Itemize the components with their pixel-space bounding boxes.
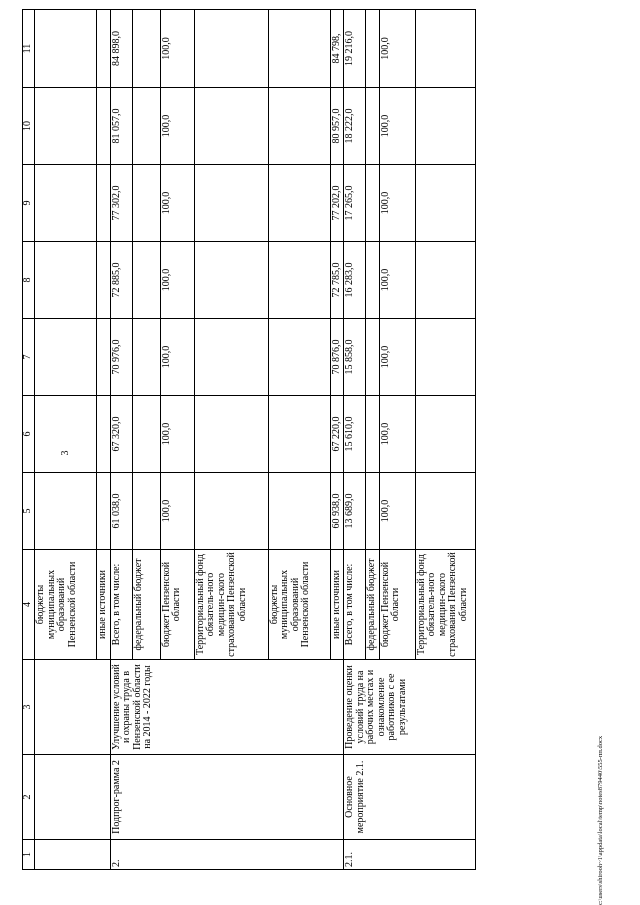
year-value: 100,0 bbox=[160, 242, 194, 319]
source-label: федеральный бюджет bbox=[132, 550, 160, 660]
column-header-row bbox=[23, 10, 35, 870]
year-value: 100,0 bbox=[160, 319, 194, 396]
column-header: 11 bbox=[23, 10, 35, 88]
year-value: 15 858,0 bbox=[344, 319, 366, 396]
column-header: 5 bbox=[23, 473, 35, 550]
year-value: 100,0 bbox=[379, 396, 415, 473]
year-value bbox=[268, 242, 330, 319]
page-number: 3 bbox=[60, 450, 71, 456]
source-label: Всего, в том числе: bbox=[110, 550, 132, 660]
year-value: 17 265,0 bbox=[344, 165, 366, 242]
year-value bbox=[366, 473, 380, 550]
year-value bbox=[366, 10, 380, 88]
year-value: 67 320,0 bbox=[110, 396, 132, 473]
year-value bbox=[194, 319, 268, 396]
source-label: Территориальный фонд обязатель-ного медицин-ского страхования Пензенской области bbox=[194, 550, 268, 660]
year-value: 19 216,0 bbox=[344, 10, 366, 88]
year-value: 100,0 bbox=[160, 396, 194, 473]
row-no: 2.1. bbox=[344, 840, 476, 870]
year-value bbox=[268, 10, 330, 88]
year-value bbox=[415, 396, 475, 473]
year-value: 80 957,0 bbox=[330, 88, 344, 165]
activity-row bbox=[344, 10, 366, 870]
row-name: Основное мероприятие 2.1. bbox=[344, 755, 476, 840]
year-value bbox=[415, 165, 475, 242]
source-label: Всего, в том числе: bbox=[344, 550, 366, 660]
year-value bbox=[194, 473, 268, 550]
year-value: 84 798, bbox=[330, 10, 344, 88]
column-header: 2 bbox=[23, 755, 35, 840]
year-value: 70 876,0 bbox=[330, 319, 344, 396]
source-label: бюджеты муниципальных образований Пензенской области bbox=[35, 550, 97, 660]
column-header: 7 bbox=[23, 319, 35, 396]
year-value: 60 938,0 bbox=[330, 473, 344, 550]
year-value: 84 898,0 bbox=[110, 10, 132, 88]
source-label: Территориальный фонд обязатель-ного медицин-ского страхования Пензенской области bbox=[415, 550, 475, 660]
row-no: 2. bbox=[110, 840, 344, 870]
source-label: федеральный бюджет bbox=[366, 550, 380, 660]
year-value: 13 689,0 bbox=[344, 473, 366, 550]
year-value bbox=[366, 242, 380, 319]
year-value bbox=[132, 88, 160, 165]
year-value bbox=[268, 319, 330, 396]
year-value bbox=[366, 88, 380, 165]
year-value: 100,0 bbox=[379, 10, 415, 88]
year-value bbox=[268, 396, 330, 473]
subprogram-row bbox=[110, 10, 132, 870]
year-value: 70 976,0 bbox=[110, 319, 132, 396]
year-value bbox=[194, 396, 268, 473]
column-header: 3 bbox=[23, 660, 35, 755]
year-value bbox=[268, 165, 330, 242]
year-value bbox=[415, 242, 475, 319]
year-value bbox=[268, 88, 330, 165]
year-value bbox=[132, 165, 160, 242]
file-path: c:\users\shirooh~1\appdata\local\temp\notes879440\555-пп.docx bbox=[597, 735, 604, 905]
source-label: бюджет Пензенской области bbox=[160, 550, 194, 660]
year-value: 15 610,0 bbox=[344, 396, 366, 473]
budget-table bbox=[22, 9, 476, 870]
year-value: 72 785,0 bbox=[330, 242, 344, 319]
year-value: 100,0 bbox=[160, 88, 194, 165]
year-value bbox=[132, 396, 160, 473]
year-value: 77 202,0 bbox=[330, 165, 344, 242]
source-label: иные источники bbox=[97, 550, 111, 660]
source-label: бюджет Пензенской области bbox=[379, 550, 415, 660]
source-label: иные источники bbox=[330, 550, 344, 660]
year-value: 100,0 bbox=[160, 165, 194, 242]
year-value bbox=[132, 10, 160, 88]
year-value: 16 283,0 bbox=[344, 242, 366, 319]
source-label: бюджеты муниципальных образований Пензенской области bbox=[268, 550, 330, 660]
row-name: Подпрог-рамма 2 bbox=[110, 755, 344, 840]
year-value: 18 222,0 bbox=[344, 88, 366, 165]
column-header: 9 bbox=[23, 165, 35, 242]
year-value: 100,0 bbox=[379, 473, 415, 550]
year-value bbox=[194, 88, 268, 165]
column-header: 4 bbox=[23, 550, 35, 660]
carry-over-row bbox=[35, 10, 97, 870]
year-value bbox=[132, 242, 160, 319]
year-value bbox=[415, 473, 475, 550]
year-value bbox=[415, 10, 475, 88]
year-value: 100,0 bbox=[379, 319, 415, 396]
year-value bbox=[132, 473, 160, 550]
year-value: 72 885,0 bbox=[110, 242, 132, 319]
year-value: 100,0 bbox=[379, 88, 415, 165]
year-value: 100,0 bbox=[379, 242, 415, 319]
column-header: 1 bbox=[23, 840, 35, 870]
year-value: 100,0 bbox=[379, 165, 415, 242]
year-value bbox=[268, 473, 330, 550]
row-title: Улучшение условий и охраны труда в Пензенской области на 2014 - 2022 годы bbox=[110, 660, 344, 755]
year-value bbox=[366, 319, 380, 396]
year-value: 100,0 bbox=[160, 473, 194, 550]
column-header: 10 bbox=[23, 88, 35, 165]
year-value bbox=[132, 319, 160, 396]
row-title: Проведение оценки условий труда на рабочих местах и ознакомление работников с ее результатами bbox=[344, 660, 476, 755]
year-value bbox=[366, 165, 380, 242]
year-value: 77 302,0 bbox=[110, 165, 132, 242]
column-header: 6 bbox=[23, 396, 35, 473]
year-value bbox=[415, 88, 475, 165]
column-header: 8 bbox=[23, 242, 35, 319]
year-value bbox=[194, 165, 268, 242]
year-value: 81 057,0 bbox=[110, 88, 132, 165]
year-value bbox=[366, 396, 380, 473]
year-value bbox=[415, 319, 475, 396]
year-value: 100,0 bbox=[160, 10, 194, 88]
year-value: 61 038,0 bbox=[110, 473, 132, 550]
year-value bbox=[194, 242, 268, 319]
year-value bbox=[194, 10, 268, 88]
year-value: 67 220,0 bbox=[330, 396, 344, 473]
